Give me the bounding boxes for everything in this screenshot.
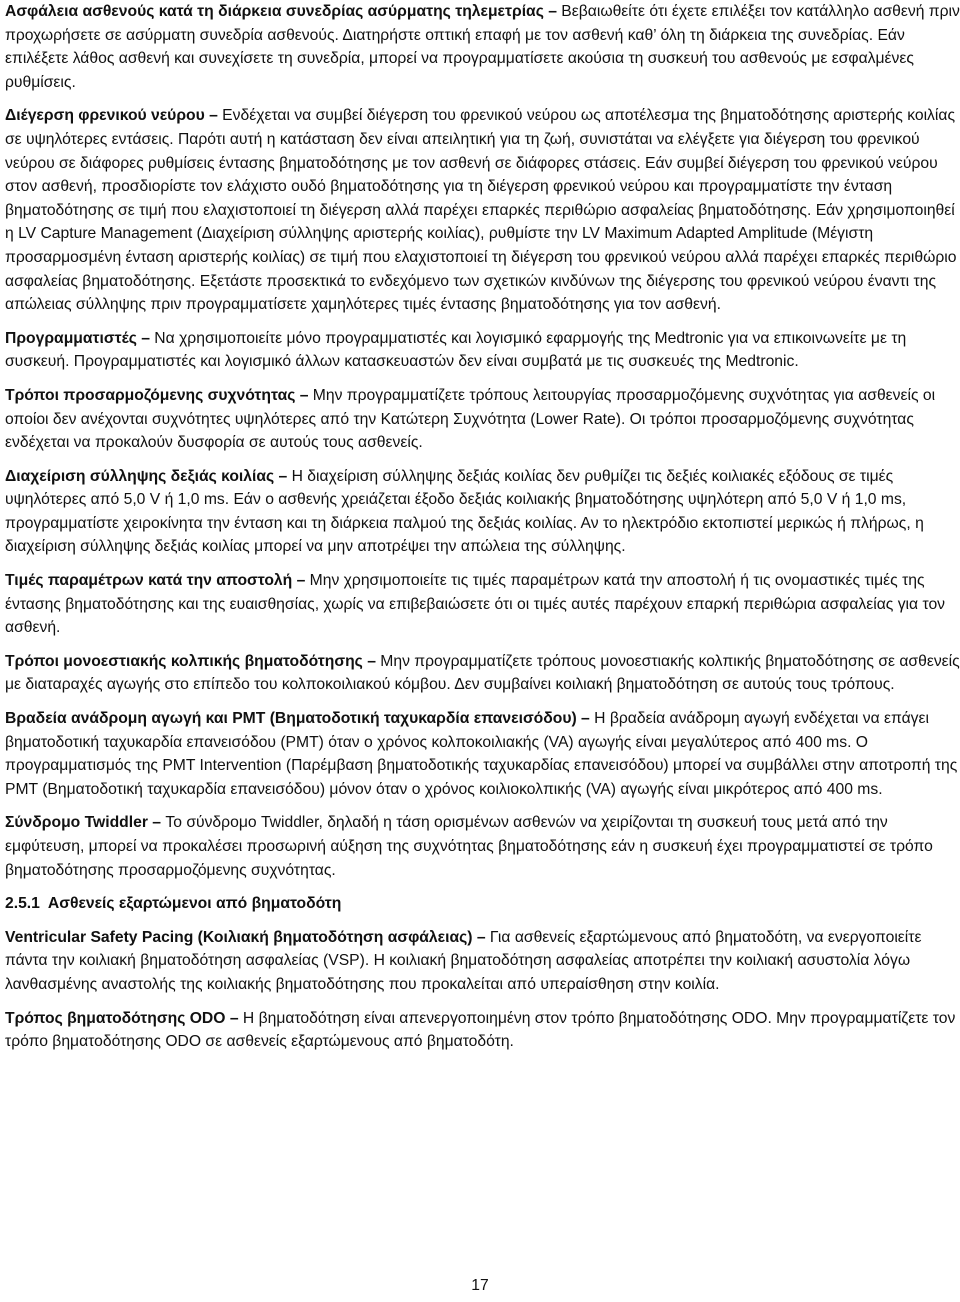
paragraph-slow-retrograde-conduction: [5, 707, 960, 801]
section-heading: [5, 892, 960, 916]
paragraph-rv-capture-management: [5, 465, 960, 559]
paragraph-text: Μην χρησιμοποιείτε τις τιμές παραμέτρων κατά την αποστολή ή τις ονομαστικές τιμές της έντασης βηματοδότησης και της ευαισθησίας, χωρίς να επιβεβαιώσετε ότι οι τιμές αυτές παρέχουν επαρκή περιθώρια ασφαλείας για τον ασθενή.: [5, 572, 946, 637]
paragraph-text: Βεβαιωθείτε ότι έχετε επιλέξει τον κατάλληλο ασθενή πριν προχωρήσετε σε ασύρματη συνεδρία ασθενούς. Διατηρήστε οπτική επαφή με τον ασθενή καθ’ όλη τη διάρκεια της συνεδρίας. Εάν επιλέξετε λάθος ασθενή και συνεχίσετε τη συνεδρία, μπορεί να προγραμματίσετε ακούσια τη συσκευή του ασθενούς με εσφαλμένες ρυθμίσεις.: [5, 3, 960, 91]
paragraph-wireless-telemetry-safety: [5, 0, 960, 94]
paragraph-term: Διαχείριση σύλληψης δεξιάς κοιλίας –: [5, 467, 288, 485]
paragraph-text: Μην προγραμματίζετε τρόπους μονοεστιακής κολπικής βηματοδότησης σε ασθενείς με διαταραχές αγωγής στο επίπεδο του κολποκοιλιακού κόμβου. Δεν συμβαίνει κοιλιακή βηματοδότηση σε αυτούς τους τρόπους.: [5, 652, 960, 694]
document-page: [5, 0, 960, 1064]
paragraph-ventricular-safety-pacing: [5, 926, 960, 997]
paragraph-rate-responsive-modes: [5, 384, 960, 455]
paragraph-twiddler-syndrome: [5, 811, 960, 882]
page-number: 17: [471, 1277, 489, 1294]
section-title: Ασθενείς εξαρτώμενοι από βηματοδότη: [47, 895, 342, 913]
paragraph-text: Το σύνδρομο Twiddler, δηλαδή η τάση ορισμένων ασθενών να χειρίζονται τη συσκευή τους μετά από την εμφύτευση, μπορεί να προκαλέσει προσωρινή αύξηση της συχνότητας βηματοδότησης εάν η συσκευή έχει προγραμματιστεί σε τρόπο βηματοδότησης προσαρμοζόμενης συχνότητας.: [5, 814, 933, 879]
paragraph-term: Ασφάλεια ασθενούς κατά τη διάρκεια συνεδρίας ασύρματης τηλεμετρίας –: [5, 3, 557, 20]
paragraph-odo-pacing-mode: [5, 1007, 960, 1054]
paragraph-term: Τρόποι μονοεστιακής κολπικής βηματοδότησης –: [5, 652, 376, 670]
paragraph-text: Η βραδεία ανάδρομη αγωγή ενδέχεται να επάγει βηματοδοτική ταχυκαρδία επανεισόδου (PMT) όταν ο χρόνος κολποκοιλιακής (VA) αγωγής είναι μεγαλύτερος από 400 ms. Ο προγραμματισμός της PMT Intervention (Παρέμβαση βηματοδοτικής ταχυκαρδίας επανεισόδου) μπορεί να συμβάλλει στην αποτροπή της PMT (Βηματοδοτική ταχυκαρδία επανεισόδου) μόνον όταν ο χρόνος κοιλιοκολπικής (VA) αγωγής είναι μικρότερος από 400 ms.: [5, 710, 958, 798]
paragraph-term: Τρόπος βηματοδότησης ODO –: [5, 1009, 239, 1027]
paragraph-text: Μην προγραμματίζετε τρόπους λειτουργίας προσαρμοζόμενης συχνότητας για ασθενείς οι οποίοι δεν ανέχονται συχνότητες υψηλότερες από την Κατώτερη Συχνότητα (Lower Rate). Οι τρόποι προσαρμοζόμενης συχνότητας ενδέχεται να προκαλούν δυσφορία σε αυτούς τους ασθενείς.: [5, 386, 936, 452]
paragraph-text: Ενδέχεται να συμβεί διέγερση του φρενικού νεύρου ως αποτέλεσμα της βηματοδότησης αριστερής κοιλίας σε υψηλότερες εντάσεις. Παρότι αυτή η κατάσταση δεν είναι απειλητική για τη ζωή, συνιστάται να ελέγξετε για διέγερση του φρενικού νεύρου σε διάφορες ρυθμίσεις έντασης βηματοδότησης με τον ασθενή σε διάφορες στάσεις. Εάν συμβεί διέγερση του φρενικού νεύρου στον ασθενή, προσδιορίστε τον ελάχιστο ουδό βηματοδότησης για τη διέγερση φρενικού νεύρου και προγραμματίστε την ένταση βηματοδότησης σε τιμή που ελαχιστοποιεί τη διέγερση αλλά παρέχει επαρκές περιθώριο ασφαλείας βηματοδότησης. Εάν χρησιμοποιηθεί η LV Capture Management (Διαχείριση σύλληψης αριστερής κοιλίας), ρυθμίστε την LV Maximum Adapted Amplitude (Μέγιστη προσαρμοσμένη ένταση αριστερής κοιλίας) σε τιμή που ελαχιστοποιεί τη διέγερση του φρενικού νεύρου αλλά παρέχει επαρκές περιθώριο ασφαλείας βηματοδότησης. Εξετάστε προσεκτικά το ενδεχόμενο των σχετικών κινδύνων της διέγερσης του φρενικού νεύρου έναντι της απώλειας σύλληψης πριν προγραμματίσετε χαμηλότερες τιμές έντασης βηματοδότησης για τον ασθενή.: [5, 107, 957, 314]
paragraph-programmers: [5, 327, 960, 374]
paragraph-text: Η διαχείριση σύλληψης δεξιάς κοιλίας δεν ρυθμίζει τις δεξιές κοιλιακές εξόδους σε τιμές υψηλότερες από 5,0 V ή 1,0 ms. Εάν ο ασθενής χρειάζεται έξοδο δεξιάς κοιλιακής βηματοδότησης υψηλότερη από 5,0 V ή 1,0 ms, προγραμματίστε χειροκίνητα την ένταση και τη διάρκεια παλμού της δεξιάς κοιλίας. Αν το ηλεκτρόδιο εκτοπιστεί μερικώς ή πλήρως, η διαχείριση σύλληψης δεξιάς κοιλίας μπορεί να μην αποτρέψει την απώλεια της σύλληψης.: [5, 467, 924, 556]
paragraph-text: Να χρησιμοποιείτε μόνο προγραμματιστές και λογισμικό εφαρμογής της Medtronic για να επικοινωνείτε με τη συσκευή. Προγραμματιστές και λογισμικό άλλων κατασκευαστών δεν είναι συμβατά με τις συσκευές της Medtronic.: [5, 329, 907, 371]
paragraph-term: Ventricular Safety Pacing (Κοιλιακή βηματοδότηση ασφάλειας) –: [5, 928, 486, 946]
paragraph-term: Βραδεία ανάδρομη αγωγή και PMT (Βηματοδοτική ταχυκαρδία επανεισόδου) –: [5, 710, 590, 728]
paragraph-shipping-values: [5, 569, 960, 640]
paragraph-phrenic-nerve-stimulation: [5, 104, 960, 316]
paragraph-text: Για ασθενείς εξαρτώμενους από βηματοδότη, να ενεργοποιείτε πάντα την κοιλιακή βηματοδότηση ασφαλείας (VSP). Η κοιλιακή βηματοδότηση ασφαλείας αποτρέπει την κοιλιακή ασυστολία λόγω λανθασμένης αναστολής της κοιλιακής βηματοδότησης που προκαλείται από υπεραίσθηση στην κοιλία.: [5, 928, 922, 993]
section-number: 2.5.1: [5, 895, 40, 913]
paragraph-term: Σύνδρομο Twiddler –: [5, 814, 162, 832]
paragraph-term: Τιμές παραμέτρων κατά την αποστολή –: [5, 572, 306, 590]
paragraph-text: Η βηματοδότηση είναι απενεργοποιημένη στον τρόπο βηματοδότησης ODO. Μην προγραμματίζετε τον τρόπο βηματοδότησης ODO σε ασθενείς εξαρτώμενους από βηματοδότη.: [5, 1009, 956, 1051]
paragraph-single-chamber-atrial-modes: [5, 650, 960, 697]
paragraph-term: Προγραμματιστές –: [5, 329, 150, 347]
paragraph-term: Τρόποι προσαρμοζόμενης συχνότητας –: [5, 386, 309, 404]
paragraph-term: Διέγερση φρενικού νεύρου –: [5, 107, 218, 125]
